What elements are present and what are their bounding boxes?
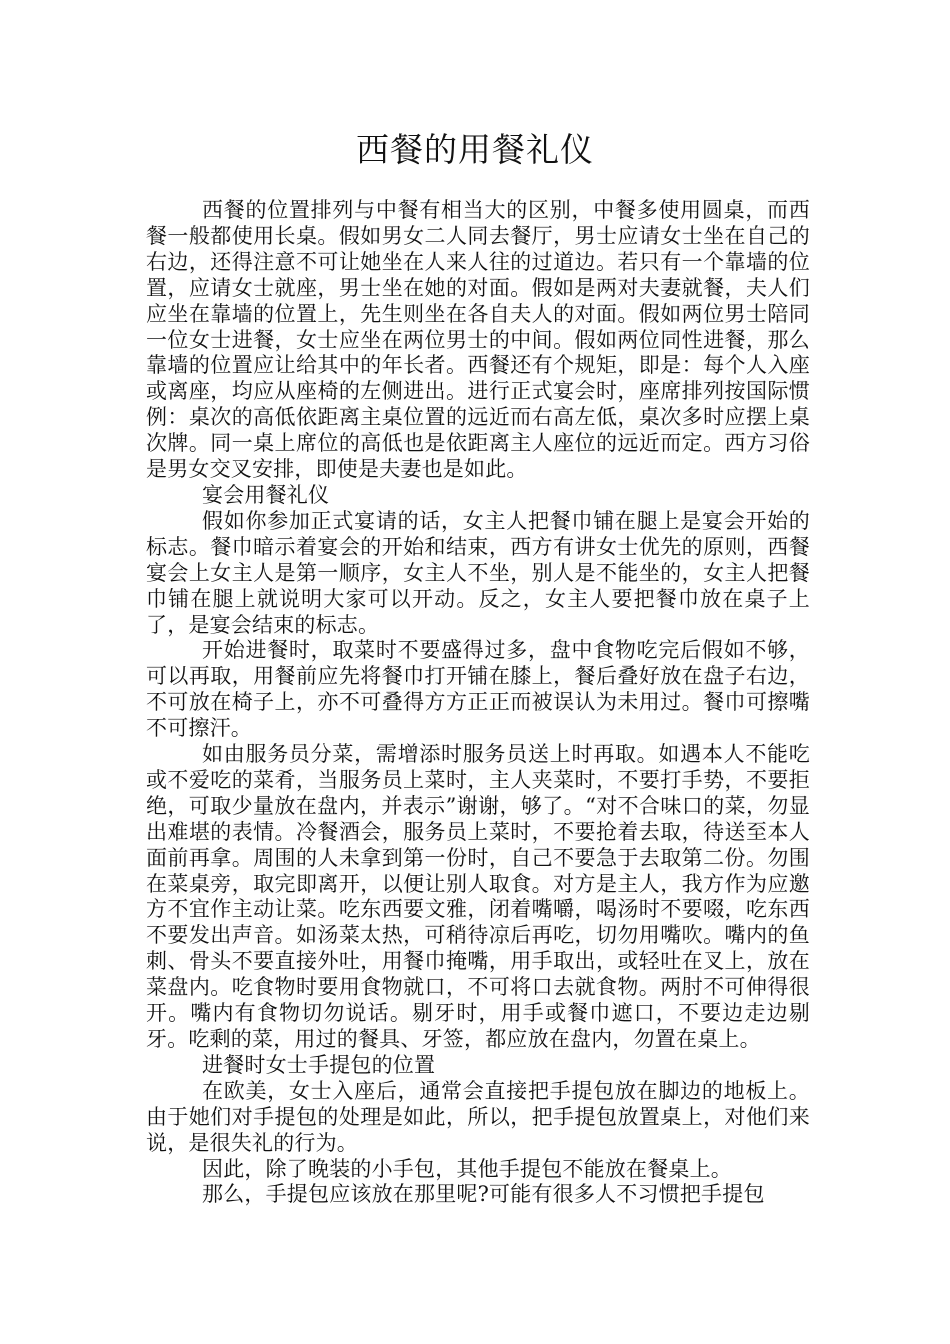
paragraph-seating-arrangement: 西餐的位置排列与中餐有相当大的区别，中餐多使用圆桌，而西餐一般都使用长桌。假如男女二人同去餐厅，男士应请女士坐在自己的右边，还得注意不可让她坐在人来人往的过道边。若只有一个靠墙的位置，应请女士就座，男士坐在她的对面。假如是两对夫妻就餐，夫人们应坐在靠墙的位置上，先生则坐在各自夫人的对面。假如两位男士陪同一位女士进餐，女士应坐在两位男士的中间。假如两位同性进餐，那么靠墙的位置应让给其中的年长者。西餐还有个规矩，即是：每个人入座或离座，均应从座椅的左侧进出。进行正式宴会时，座席排列按国际惯例：桌次的高低依距离主桌位置的远近而右高左低，桌次多时应摆上桌次牌。同一桌上席位的高低也是依距离主人座位的远近而定。西方习俗是男女交叉安排，即使是夫妻也是如此。 xyxy=(146,198,810,482)
paragraph-handbag-floor: 在欧美，女士入座后，通常会直接把手提包放在脚边的地板上。由于她们对手提包的处理是如此，所以，把手提包放置桌上，对他们来说，是很失礼的行为。 xyxy=(146,1078,810,1155)
document-body xyxy=(146,198,810,1208)
paragraph-serving-manners: 如由服务员分菜，需增添时服务员送上时再取。如遇本人不能吃或不爱吃的菜肴，当服务员上菜时，主人夹菜时，不要打手势，不要拒绝，可取少量放在盘内，并表示”谢谢，够了。“对不合味口的菜，勿显出难堪的表情。冷餐酒会，服务员上菜时，不要抢着去取，待送至本人面前再拿。周围的人未拿到第一份时，自己不要急于去取第二份。勿围在菜桌旁，取完即离开，以便让别人取食。对方是主人，我方作为应邀方不宜作主动让菜。吃东西要文雅，闭着嘴嚼，喝汤时不要啜，吃东西不要发出声音。如汤菜太热，可稍待凉后再吃，切勿用嘴吹。嘴内的鱼刺、骨头不要直接外吐，用餐巾掩嘴，用手取出，或轻吐在叉上，放在菜盘内。吃食物时要用食物就口，不可将口去就食物。两肘不可伸得很开。嘴内有食物切勿说话。剔牙时，用手或餐巾遮口，不要边走边剔牙。吃剩的菜，用过的餐具、牙签，都应放在盘内，勿置在桌上。 xyxy=(146,742,810,1051)
document-title: 西餐的用餐礼仪 xyxy=(356,130,594,169)
paragraph-handbag-question: 那么，手提包应该放在那里呢?可能有很多人不习惯把手提包 xyxy=(202,1182,765,1207)
section-heading-banquet-etiquette: 宴会用餐礼仪 xyxy=(202,482,330,507)
paragraph-handbag-table-rule: 因此，除了晚装的小手包，其他手提包不能放在餐桌上。 xyxy=(202,1156,732,1181)
paragraph-start-of-meal: 开始进餐时，取菜时不要盛得过多，盘中食物吃完后假如不够，可以再取，用餐前应先将餐巾打开铺在膝上，餐后叠好放在盘子右边，不可放在椅子上，亦不可叠得方方正正而被误认为未用过。餐巾可擦嘴不可擦汗。 xyxy=(146,638,810,741)
section-heading-handbag-position: 进餐时女士手提包的位置 xyxy=(202,1052,436,1077)
paragraph-napkin-signal: 假如你参加正式宴请的话，女主人把餐巾铺在腿上是宴会开始的标志。餐巾暗示着宴会的开始和结束，西方有讲女士优先的原则，西餐宴会上女主人是第一顺序，女主人不坐，别人是不能坐的，女主人把餐巾铺在腿上就说明大家可以开动。反之，女主人要把餐巾放在桌子上了，是宴会结束的标志。 xyxy=(146,508,810,637)
